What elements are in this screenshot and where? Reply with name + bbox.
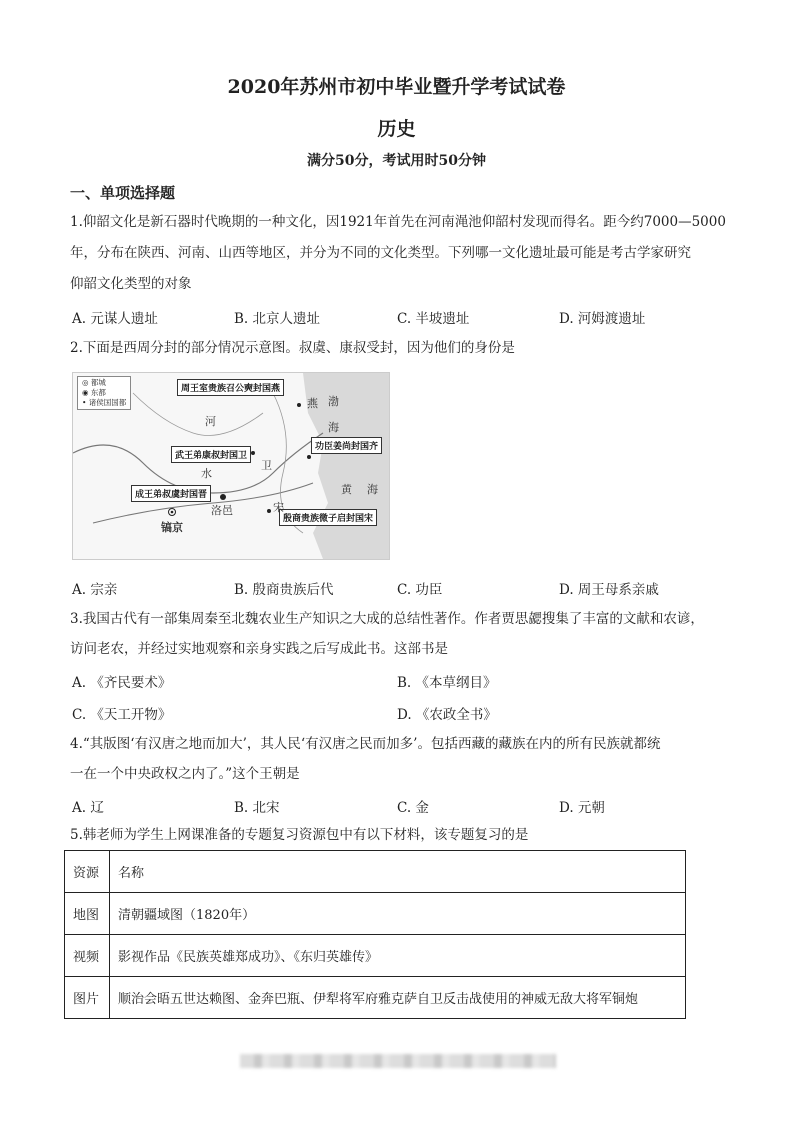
place-huang: 黄 xyxy=(341,483,352,496)
q3-option-a: A. 《齐民要术》 xyxy=(72,675,172,691)
q1-option-d: D. 河姆渡遗址 xyxy=(559,311,646,327)
place-yan: 燕 xyxy=(307,397,318,410)
table-header-resource: 资源 xyxy=(65,851,110,893)
q3-option-b: B. 《本草纲目》 xyxy=(397,675,497,691)
q3-option-c: C. 《天工开物》 xyxy=(72,707,172,723)
question-3-line-2: 访问老农，并经过实地观察和亲身实践之后写成此书。这部书是 xyxy=(70,641,448,657)
blurred-footer xyxy=(240,1054,556,1068)
q4-option-c: C. 金 xyxy=(397,800,429,816)
table-cell-name: 清朝疆域图（1820年） xyxy=(110,893,686,935)
question-4-line-1: 4.“其版图‘有汉唐之地而加大’，其人民‘有汉唐之民而加多’。包括西藏的藏族在内的所有民族就都统 xyxy=(70,736,661,752)
table-cell-type: 图片 xyxy=(65,977,110,1019)
place-wei: 卫 xyxy=(261,459,272,472)
table-cell-name: 顺治会晤五世达赖图、金奔巴瓶、伊犁将军府雅克萨自卫反击战使用的神威无敌大将军铜炮 xyxy=(110,977,686,1019)
table-header-name: 名称 xyxy=(110,851,686,893)
q4-option-d: D. 元朝 xyxy=(559,800,605,816)
q2-option-b: B. 殷商贵族后代 xyxy=(234,582,334,598)
q3-option-d: D. 《农政全书》 xyxy=(397,707,497,723)
table-row xyxy=(65,935,686,977)
map-label-song: 殷商贵族微子启封国宋 xyxy=(279,509,377,526)
map-label-yan: 周王室贵族召公奭封国燕 xyxy=(177,379,284,396)
map-label-qi: 功臣姜尚封国齐 xyxy=(311,437,382,454)
question-1-line-3: 仰韶文化类型的对象 xyxy=(70,276,192,292)
western-zhou-map xyxy=(72,372,390,560)
place-song: 宋 xyxy=(273,501,284,514)
table-cell-name: 影视作品《民族英雄郑成功》、《东归英雄传》 xyxy=(110,935,686,977)
question-5-stem: 5.韩老师为学生上网课准备的专题复习资源包中有以下材料，该专题复习的是 xyxy=(70,827,529,843)
question-3-line-1: 3.我国古代有一部集周秦至北魏农业生产知识之大成的总结性著作。作者贾思勰搜集了丰富的文献和农谚， xyxy=(70,611,704,627)
table-row xyxy=(65,851,686,893)
question-1-line-2: 年，分布在陕西、河南、山西等地区，并分为不同的文化类型。下列哪一文化遗址最可能是考古学家研究 xyxy=(70,245,691,261)
map-label-wei: 武王弟康叔封国卫 xyxy=(171,446,251,463)
place-bo: 渤 xyxy=(328,395,339,408)
place-hai-1: 海 xyxy=(328,421,339,434)
q2-option-c: C. 功臣 xyxy=(397,582,443,598)
table-cell-type: 地图 xyxy=(65,893,110,935)
q1-option-a: A. 元谋人遗址 xyxy=(72,311,158,327)
table-row xyxy=(65,977,686,1019)
map-legend xyxy=(77,376,131,410)
q2-option-d: D. 周王母系亲戚 xyxy=(559,582,659,598)
section-heading: 一、单项选择题 xyxy=(70,184,176,202)
q1-option-b: B. 北京人遗址 xyxy=(234,311,321,327)
exam-info: 满分50分，考试用时50分钟 xyxy=(307,153,486,169)
question-2-stem: 2.下面是西周分封的部分情况示意图。叔虞、康叔受封，因为他们的身份是 xyxy=(70,340,515,356)
legend-vassal-capital: • 诸侯国国都 xyxy=(82,398,127,407)
place-he: 河 xyxy=(205,415,216,428)
q2-option-a: A. 宗亲 xyxy=(72,582,118,598)
q4-option-b: B. 北宋 xyxy=(234,800,280,816)
table-row xyxy=(65,893,686,935)
q1-option-c: C. 半坡遗址 xyxy=(397,311,470,327)
exam-title: 2020年苏州市初中毕业暨升学考试试卷 xyxy=(227,76,566,98)
question-1-line-1: 1.仰韶文化是新石器时代晚期的一种文化，因1921年首先在河南渑池仰韶村发现而得名。距今约7000—5000 xyxy=(70,214,726,230)
place-hai-2: 海 xyxy=(367,483,378,496)
map-label-jin: 成王弟叔虞封国晋 xyxy=(131,485,211,502)
resource-table xyxy=(64,850,686,1019)
legend-capital: ◎ 都城 xyxy=(82,378,106,387)
exam-subject: 历史 xyxy=(377,118,416,140)
question-4-line-2: 一在一个中央政权之内了。”这个王朝是 xyxy=(70,766,300,782)
place-haojing: 镐京 xyxy=(161,521,183,534)
q4-option-a: A. 辽 xyxy=(72,800,104,816)
legend-east-capital: ◉ 东都 xyxy=(82,388,106,397)
place-shui: 水 xyxy=(201,467,212,480)
table-cell-type: 视频 xyxy=(65,935,110,977)
place-luoyi: 洛邑 xyxy=(211,504,233,517)
